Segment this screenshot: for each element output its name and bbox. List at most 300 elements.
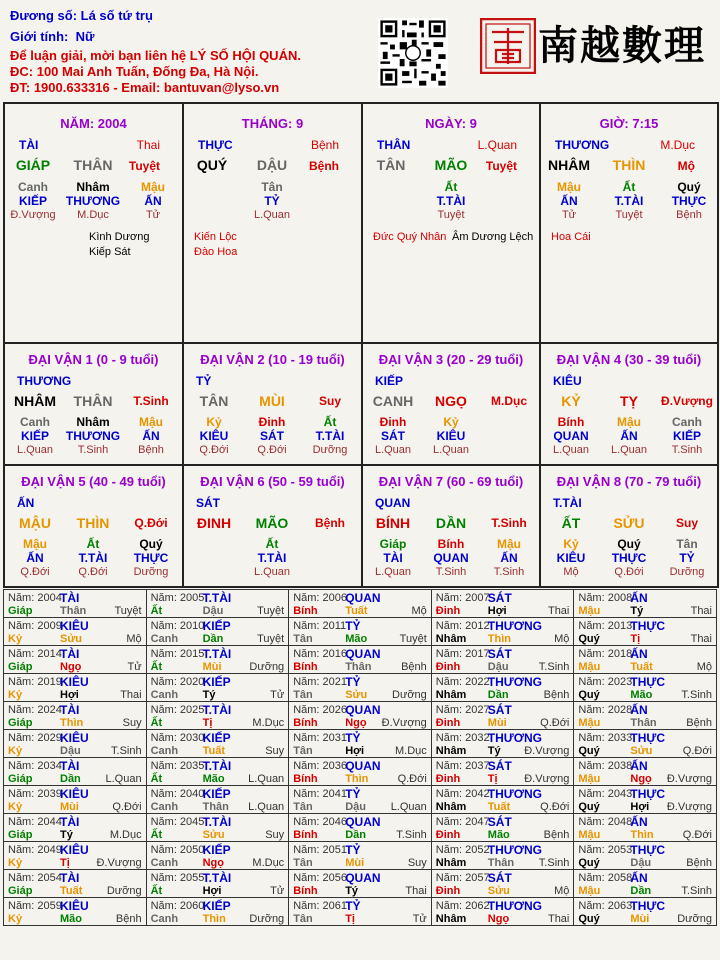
- decade-branch: MÙI: [259, 393, 285, 409]
- decade-top-god: KIÊU: [553, 374, 582, 388]
- year-branch: Ngọ: [487, 913, 510, 925]
- year-cell[interactable]: [431, 590, 574, 618]
- year-cell[interactable]: [431, 730, 574, 758]
- year-cell[interactable]: [146, 898, 289, 926]
- year-cell[interactable]: [146, 814, 289, 842]
- pillar-state: Tuyệt: [128, 159, 160, 173]
- year-god: ẤN: [630, 703, 648, 717]
- pillar-title: NGÀY: 9: [425, 116, 477, 131]
- year-god: THỰC: [630, 619, 665, 633]
- special-star: Đào Hoa: [194, 246, 238, 258]
- year-cell[interactable]: [289, 870, 432, 898]
- year-stem: Đinh: [435, 661, 461, 673]
- hidden-god: T.TÀI: [78, 551, 108, 565]
- year-cell[interactable]: [4, 590, 147, 618]
- year-state: Thai: [405, 885, 427, 897]
- year-label: Năm: 2023: [578, 676, 633, 688]
- year-cell[interactable]: [146, 618, 289, 646]
- decade-state: Q.Đới: [134, 516, 168, 530]
- year-cell[interactable]: [289, 898, 432, 926]
- decade-stem: MẬU: [19, 515, 51, 531]
- year-stem: Bính: [293, 829, 318, 841]
- pillar-cell: [362, 103, 540, 343]
- hidden-stem: Ất: [265, 537, 279, 551]
- year-god: KIÊU: [60, 675, 89, 689]
- year-state: L.Quan: [105, 773, 142, 785]
- year-cell[interactable]: [574, 898, 717, 926]
- year-stem: Mậu: [578, 661, 601, 673]
- pillar-branch: MÃO: [434, 157, 468, 173]
- year-cell[interactable]: [4, 898, 147, 926]
- year-cell[interactable]: [146, 870, 289, 898]
- year-stem: Đinh: [435, 885, 461, 897]
- year-stem: Kỷ: [8, 689, 23, 701]
- year-god: SÁT: [487, 871, 512, 885]
- year-branch: Dần: [202, 633, 224, 645]
- year-cell[interactable]: [146, 758, 289, 786]
- year-state: Q.Đới: [540, 801, 570, 813]
- year-stem: Kỷ: [8, 913, 23, 925]
- year-label: Năm: 2005: [150, 592, 205, 604]
- special-star: Kình Dương: [89, 231, 150, 243]
- year-branch: Ngọ: [60, 661, 82, 673]
- year-state: Bệnh: [686, 857, 712, 869]
- hidden-state: L.Quan: [253, 209, 291, 221]
- chart-grid: [3, 102, 719, 588]
- year-god: KIẾP: [202, 899, 231, 913]
- year-cell[interactable]: [574, 870, 717, 898]
- decade-title: ĐẠI VẬN 6 (50 - 59 tuổi): [200, 474, 345, 489]
- year-branch: Dần: [60, 773, 81, 785]
- hidden-god: T.TÀI: [315, 429, 345, 443]
- year-label: Năm: 2011: [293, 620, 347, 632]
- year-row: [4, 842, 717, 870]
- brand-logo: 南越數理: [538, 22, 706, 69]
- year-cell[interactable]: [289, 646, 432, 674]
- hidden-state: Dưỡng: [312, 444, 348, 456]
- year-cell[interactable]: [146, 646, 289, 674]
- year-cell[interactable]: [146, 730, 289, 758]
- year-label: Năm: 2015: [150, 648, 205, 660]
- year-row: [4, 898, 717, 926]
- hidden-state: Tử: [145, 209, 161, 221]
- year-god: THỰC: [630, 675, 665, 689]
- year-cell[interactable]: [146, 674, 289, 702]
- year-cell[interactable]: [146, 590, 289, 618]
- hidden-stem: Canh: [672, 415, 702, 429]
- hidden-god: KIÊU: [436, 429, 466, 443]
- year-label: Năm: 2022: [435, 676, 490, 688]
- year-branch: Mão: [202, 773, 225, 785]
- year-cell[interactable]: [431, 786, 574, 814]
- year-stem: Tân: [293, 633, 313, 645]
- year-state: Đ.Vượng: [666, 773, 712, 785]
- hidden-god: ẤN: [142, 429, 160, 443]
- year-cell[interactable]: [146, 702, 289, 730]
- year-branch: Tý: [60, 829, 73, 841]
- year-god: TÀI: [60, 871, 80, 885]
- decade-title: ĐẠI VẬN 4 (30 - 39 tuổi): [556, 352, 702, 367]
- year-stem: Canh: [150, 913, 179, 925]
- year-branch: Dậu: [60, 745, 81, 757]
- year-branch: Mão: [630, 689, 653, 701]
- year-stem: Nhâm: [435, 801, 467, 813]
- year-state: Đ.Vượng: [666, 801, 712, 813]
- hidden-stem: Quý: [617, 537, 641, 551]
- hidden-stem: Quý: [139, 537, 163, 551]
- year-label: Năm: 2032: [435, 732, 490, 744]
- hidden-god: ẤN: [144, 194, 162, 208]
- hidden-stem: Mậu: [141, 180, 165, 194]
- year-branch: Tý: [630, 605, 644, 617]
- year-state: Mộ: [554, 633, 570, 645]
- year-cell[interactable]: [574, 702, 717, 730]
- year-state: M.Dục: [252, 857, 285, 869]
- pillar-state: Bệnh: [309, 159, 339, 173]
- hidden-state: M.Dục: [77, 209, 109, 221]
- decade-title: ĐẠI VẬN 5 (40 - 49 tuổi): [21, 474, 166, 489]
- year-state: Đ.Vượng: [524, 773, 570, 785]
- year-label: Năm: 2028: [578, 704, 633, 716]
- year-cell[interactable]: [431, 814, 574, 842]
- year-label: Năm: 2031: [293, 732, 347, 744]
- decade-stem: NHÂM: [14, 393, 56, 409]
- year-cell[interactable]: [146, 842, 289, 870]
- year-label: Năm: 2018: [578, 648, 633, 660]
- year-stem: Quý: [578, 857, 600, 869]
- year-cell[interactable]: [431, 674, 574, 702]
- year-cell[interactable]: [4, 702, 147, 730]
- pillar-top-god: TÀI: [19, 138, 39, 152]
- year-cell[interactable]: [289, 758, 432, 786]
- year-god: KIẾP: [202, 787, 231, 801]
- hidden-state: L.Quan: [610, 444, 648, 456]
- year-state: Tuyệt: [257, 605, 285, 617]
- year-state: Mộ: [554, 885, 570, 897]
- decade-luck-cell: [362, 465, 540, 587]
- year-stem: Quý: [578, 801, 600, 813]
- hidden-god: KIẾP: [672, 429, 702, 443]
- hidden-stem: Kỷ: [563, 537, 579, 551]
- year-state: T.Sinh: [538, 661, 570, 673]
- year-cell[interactable]: [146, 786, 289, 814]
- year-cell[interactable]: [574, 814, 717, 842]
- year-god: QUAN: [345, 815, 381, 829]
- year-state: Mộ: [696, 661, 712, 673]
- year-state: Thai: [690, 633, 712, 645]
- year-label: Năm: 2047: [435, 816, 490, 828]
- hidden-stem: Ất: [444, 180, 458, 194]
- year-cell[interactable]: [289, 618, 432, 646]
- year-state: Q.Đới: [682, 829, 712, 841]
- hidden-stem: Ất: [86, 537, 100, 551]
- year-god: KIẾP: [202, 843, 231, 857]
- year-label: Năm: 2046: [293, 816, 347, 828]
- year-label: Năm: 2052: [435, 844, 490, 856]
- decade-stem: TÂN: [199, 393, 229, 409]
- year-cell[interactable]: [431, 702, 574, 730]
- year-branch: Mùi: [630, 913, 650, 925]
- year-god: TỶ: [345, 675, 361, 689]
- year-god: THƯƠNG: [487, 787, 542, 801]
- hidden-god: THƯƠNG: [65, 429, 121, 443]
- hidden-god: ẤN: [560, 194, 578, 208]
- decade-top-god: KIẾP: [375, 374, 404, 388]
- year-cell[interactable]: [4, 618, 147, 646]
- year-label: Năm: 2027: [435, 704, 490, 716]
- qr-code-icon[interactable]: [378, 18, 448, 88]
- hidden-stem: Bính: [557, 415, 585, 429]
- year-cell[interactable]: [289, 702, 432, 730]
- year-label: Năm: 2049: [8, 844, 62, 856]
- year-cell[interactable]: [4, 786, 147, 814]
- decade-title: ĐẠI VẬN 2 (10 - 19 tuổi): [200, 352, 345, 367]
- year-state: Q.Đới: [397, 773, 427, 785]
- year-label: Năm: 2035: [150, 760, 205, 772]
- year-stem: Mậu: [578, 717, 601, 729]
- year-branch: Tý: [487, 745, 501, 757]
- year-god: ẤN: [630, 871, 648, 885]
- decade-luck-cell: [183, 343, 362, 465]
- year-label: Năm: 2044: [8, 816, 62, 828]
- decade-state: T.Sinh: [133, 394, 169, 408]
- year-cell[interactable]: [431, 870, 574, 898]
- special-star: Kiếp Sát: [89, 246, 131, 258]
- year-cell[interactable]: [574, 730, 717, 758]
- year-god: THỰC: [630, 899, 665, 913]
- year-label: Năm: 2043: [578, 788, 633, 800]
- year-cell[interactable]: [289, 730, 432, 758]
- year-cell[interactable]: [574, 674, 717, 702]
- pillar-cell: [4, 103, 183, 343]
- decade-top-god: SÁT: [196, 496, 220, 510]
- year-stem: Giáp: [8, 773, 33, 785]
- year-branch: Dậu: [487, 661, 509, 673]
- year-cell[interactable]: [574, 842, 717, 870]
- red-seal-icon: [480, 18, 536, 74]
- year-stem: Kỷ: [8, 857, 23, 869]
- year-cell[interactable]: [431, 618, 574, 646]
- pillar-title: GIỜ: 7:15: [599, 116, 659, 131]
- year-cell[interactable]: [574, 618, 717, 646]
- hidden-stem: Nhâm: [76, 180, 110, 194]
- year-god: KIẾP: [202, 619, 231, 633]
- year-state: Bệnh: [401, 661, 427, 673]
- hidden-state: Bệnh: [138, 444, 164, 456]
- year-stem: Kỷ: [8, 801, 23, 813]
- year-label: Năm: 2051: [293, 844, 347, 856]
- year-label: Năm: 2061: [293, 900, 347, 912]
- year-god: THỰC: [630, 731, 665, 745]
- year-cell[interactable]: [4, 730, 147, 758]
- year-branch: Thân: [487, 857, 515, 869]
- decade-state: T.Sinh: [491, 516, 527, 530]
- year-cell[interactable]: [4, 758, 147, 786]
- year-label: Năm: 2010: [150, 620, 205, 632]
- hidden-state: T.Sinh: [435, 566, 467, 578]
- hidden-god: THỰC: [671, 194, 707, 208]
- hidden-state: Q.Đới: [78, 566, 108, 578]
- year-branch: Mão: [487, 829, 510, 841]
- year-state: Đ.Vượng: [96, 857, 142, 869]
- year-stem: Canh: [150, 857, 179, 869]
- year-row: [4, 674, 717, 702]
- year-cell[interactable]: [4, 646, 147, 674]
- year-cell[interactable]: [431, 758, 574, 786]
- year-god: THƯƠNG: [487, 619, 542, 633]
- year-cell[interactable]: [574, 646, 717, 674]
- year-cell[interactable]: [289, 786, 432, 814]
- subject-line: Đương số: Lá số tứ trụ: [10, 8, 153, 23]
- year-label: Năm: 2030: [150, 732, 205, 744]
- year-state: Suy: [407, 857, 427, 869]
- year-state: Tử: [270, 885, 285, 897]
- pillar-branch: DẬU: [256, 157, 288, 173]
- year-cell[interactable]: [289, 674, 432, 702]
- year-cell[interactable]: [4, 674, 147, 702]
- year-stem: Quý: [578, 745, 600, 757]
- year-branch: Dậu: [630, 857, 652, 869]
- year-state: Suy: [265, 745, 285, 757]
- year-god: KIÊU: [60, 843, 89, 857]
- hidden-god: KIÊU: [199, 429, 229, 443]
- year-stem: Đinh: [435, 605, 461, 617]
- year-cell[interactable]: [289, 842, 432, 870]
- hidden-state: Tuyệt: [615, 209, 643, 221]
- year-state: T.Sinh: [111, 745, 142, 757]
- year-branch: Tuất: [60, 885, 83, 897]
- decade-branch: THÌN: [76, 515, 110, 531]
- year-stem: Tân: [293, 913, 313, 925]
- year-stem: Giáp: [8, 885, 33, 897]
- hidden-god: TỶ: [679, 551, 695, 565]
- hidden-state: Tử: [561, 209, 577, 221]
- hidden-stem: Đinh: [379, 415, 407, 429]
- year-state: Bệnh: [115, 913, 142, 925]
- year-stem: Mậu: [578, 885, 601, 897]
- year-label: Năm: 2026: [293, 704, 347, 716]
- year-stem: Đinh: [435, 829, 461, 841]
- hidden-god: KIẾP: [20, 429, 50, 443]
- year-stem: Mậu: [578, 829, 601, 841]
- year-branch: Hợi: [630, 801, 650, 813]
- hidden-stem: Tân: [676, 537, 698, 551]
- year-cell[interactable]: [4, 870, 147, 898]
- hidden-stem: Mậu: [23, 537, 47, 551]
- hidden-stem: Kỷ: [443, 415, 459, 429]
- year-cell[interactable]: [289, 590, 432, 618]
- year-state: Tuyệt: [399, 633, 427, 645]
- hidden-god: THỰC: [611, 551, 647, 565]
- pillar-cell: [183, 103, 362, 343]
- phone-email-line[interactable]: ĐT: 1900.633316 - Email: bantuvan@lyso.vn: [10, 80, 280, 95]
- year-god: ẤN: [630, 815, 648, 829]
- hidden-state: T.Sinh: [493, 566, 525, 578]
- year-label: Năm: 2054: [8, 872, 62, 884]
- year-label: Năm: 2036: [293, 760, 347, 772]
- hidden-god: ẤN: [620, 429, 638, 443]
- year-branch: Tý: [345, 885, 359, 897]
- year-label: Năm: 2037: [435, 760, 490, 772]
- year-state: Dưỡng: [106, 885, 142, 897]
- year-god: TÀI: [60, 759, 80, 773]
- year-state: Bệnh: [543, 829, 570, 841]
- year-god: ẤN: [630, 759, 648, 773]
- hidden-god: THỰC: [133, 551, 169, 565]
- year-god: TỶ: [345, 731, 361, 745]
- hidden-state: Dưỡng: [133, 566, 169, 578]
- hidden-state: T.Sinh: [77, 444, 109, 456]
- year-stem: Ất: [150, 661, 163, 673]
- year-cell[interactable]: [431, 646, 574, 674]
- decade-branch: MÃO: [255, 515, 289, 531]
- year-branch: Thân: [630, 717, 657, 729]
- annual-luck-table: [3, 589, 717, 926]
- year-stem: Kỷ: [8, 745, 23, 757]
- hidden-state: Q.Đới: [614, 566, 644, 578]
- year-branch: Tuất: [487, 801, 511, 813]
- year-state: T.Sinh: [681, 689, 712, 701]
- year-state: L.Quan: [248, 773, 285, 785]
- decade-luck-cell: [540, 465, 718, 587]
- year-label: Năm: 2062: [435, 900, 490, 912]
- year-row: [4, 814, 717, 842]
- year-cell[interactable]: [4, 842, 147, 870]
- year-branch: Tị: [345, 913, 355, 925]
- special-star: Kiến Lộc: [194, 231, 237, 243]
- pillar-title: NĂM: 2004: [60, 116, 127, 131]
- year-stem: Mậu: [578, 773, 601, 785]
- year-label: Năm: 2016: [293, 648, 347, 660]
- year-cell[interactable]: [431, 842, 574, 870]
- year-row: [4, 702, 717, 730]
- year-cell[interactable]: [431, 898, 574, 926]
- year-branch: Sửu: [60, 633, 83, 645]
- hidden-stem: Kỷ: [206, 415, 222, 429]
- year-god: TÀI: [60, 591, 80, 605]
- hidden-stem: Mậu: [557, 180, 581, 194]
- hidden-stem: Mậu: [617, 415, 641, 429]
- year-god: QUAN: [345, 647, 381, 661]
- year-label: Năm: 2008: [578, 592, 633, 604]
- year-stem: Quý: [578, 633, 600, 645]
- year-state: T.Sinh: [396, 829, 427, 841]
- year-label: Năm: 2033: [578, 732, 633, 744]
- hidden-god: T.TÀI: [614, 194, 644, 208]
- year-cell[interactable]: [289, 814, 432, 842]
- year-branch: Thân: [202, 801, 229, 813]
- hidden-stem: Canh: [20, 415, 50, 429]
- year-state: L.Quan: [390, 801, 427, 813]
- year-branch: Mùi: [60, 801, 79, 813]
- year-cell[interactable]: [574, 786, 717, 814]
- year-label: Năm: 2021: [293, 676, 347, 688]
- year-stem: Bính: [293, 661, 318, 673]
- hidden-state: L.Quan: [552, 444, 590, 456]
- year-cell[interactable]: [574, 758, 717, 786]
- year-stem: Giáp: [8, 605, 33, 617]
- pillar-stem: QUÝ: [196, 157, 228, 173]
- year-cell[interactable]: [574, 590, 717, 618]
- year-god: KIÊU: [60, 787, 89, 801]
- year-branch: Sửu: [202, 829, 225, 841]
- year-label: Năm: 2058: [578, 872, 633, 884]
- hidden-god: KIÊU: [556, 551, 586, 565]
- year-cell[interactable]: [4, 814, 147, 842]
- hidden-state: L.Quan: [374, 444, 412, 456]
- pillar-branch: THÂN: [73, 157, 113, 173]
- year-stem: Đinh: [435, 717, 461, 729]
